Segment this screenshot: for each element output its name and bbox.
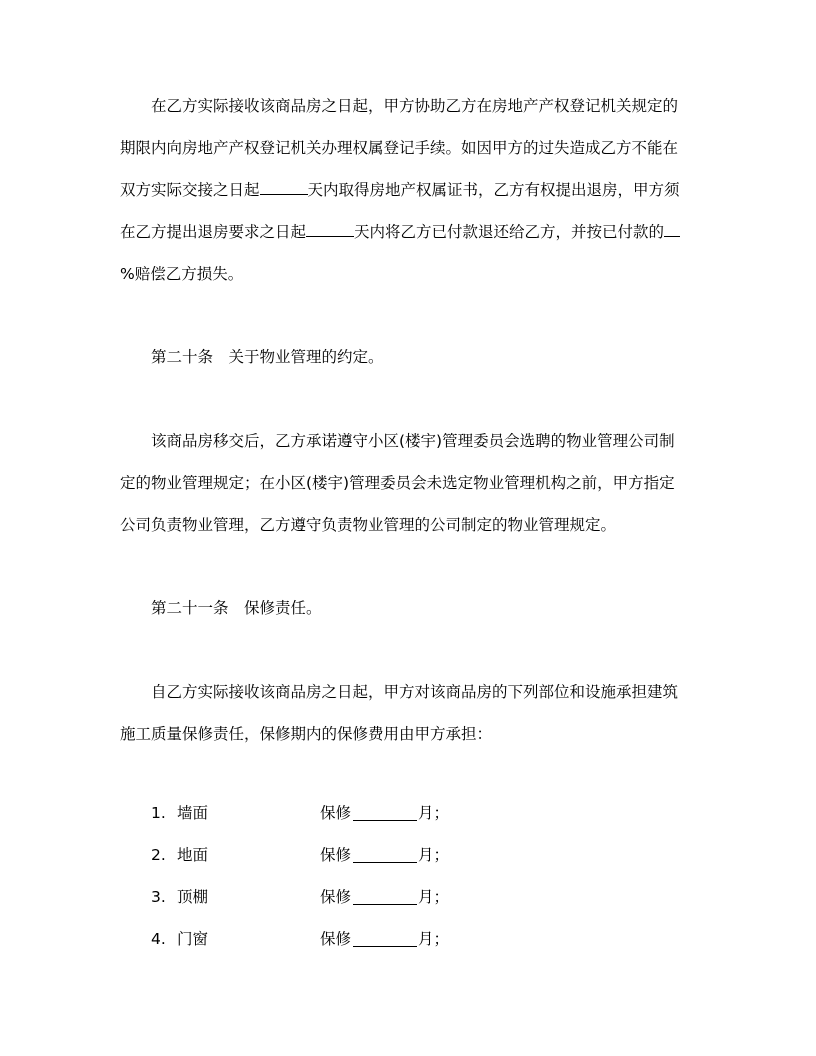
article20-heading: 第二十条 关于物业管理的约定。 (151, 348, 384, 366)
blank-percent (664, 222, 680, 237)
item-blank (353, 862, 417, 863)
item-suffix: 月； (418, 804, 450, 822)
article20-line1: 该商品房移交后，乙方承诺遵守小区(楼宇)管理委员会选聘的物业管理公司制 (151, 432, 675, 450)
item-number: 1. (151, 804, 166, 822)
item-prefix: 保修 (320, 930, 352, 948)
para1-line1: 在乙方实际接收该商品房之日起，甲方协助乙方在房地产产权登记机关规定的 (151, 97, 679, 115)
article21-heading: 第二十一条 保修责任。 (151, 599, 322, 617)
article20-line3: 公司负责物业管理，乙方遵守负责物业管理的公司制定的物业管理规定。 (120, 516, 617, 534)
para1-line3-a: 双方实际交接之日起 (120, 181, 260, 199)
item-number: 4. (151, 930, 166, 948)
para1-line2: 期限内向房地产产权登记机关办理权属登记手续。如因甲方的过失造成乙方不能在 (120, 139, 679, 157)
item-number: 3. (151, 888, 166, 906)
item-label: 墙面 (177, 804, 209, 822)
item-prefix: 保修 (320, 804, 352, 822)
item-suffix: 月； (418, 846, 450, 864)
item-prefix: 保修 (320, 888, 352, 906)
item-label: 地面 (177, 846, 209, 864)
item-blank (353, 820, 417, 821)
item-number: 2. (151, 846, 166, 864)
para1-line4 (120, 222, 680, 242)
para1-line3-b: 天内取得房地产权属证书，乙方有权提出退房，甲方须 (307, 181, 680, 199)
para1-line5: %赔偿乙方损失。 (120, 265, 244, 283)
item-label: 门窗 (177, 930, 209, 948)
item-blank (353, 946, 417, 947)
item-label: 顶棚 (177, 888, 209, 906)
para1-line3 (120, 180, 680, 200)
para1-line4-b: 天内将乙方已付款退还给乙方，并按已付款的 (354, 223, 665, 241)
article21-line2: 施工质量保修责任，保修期内的保修费用由甲方承担： (120, 725, 493, 743)
para1-line4-a: 在乙方提出退房要求之日起 (120, 223, 307, 241)
item-suffix: 月； (418, 930, 450, 948)
article20-line2: 定的物业管理规定；在小区(楼宇)管理委员会未选定物业管理机构之前，甲方指定 (120, 474, 675, 492)
item-prefix: 保修 (320, 846, 352, 864)
item-blank (353, 904, 417, 905)
article21-line1: 自乙方实际接收该商品房之日起，甲方对该商品房的下列部位和设施承担建筑 (151, 683, 679, 701)
blank-days-2 (306, 222, 354, 237)
item-suffix: 月； (418, 888, 450, 906)
blank-days-1 (260, 180, 308, 195)
